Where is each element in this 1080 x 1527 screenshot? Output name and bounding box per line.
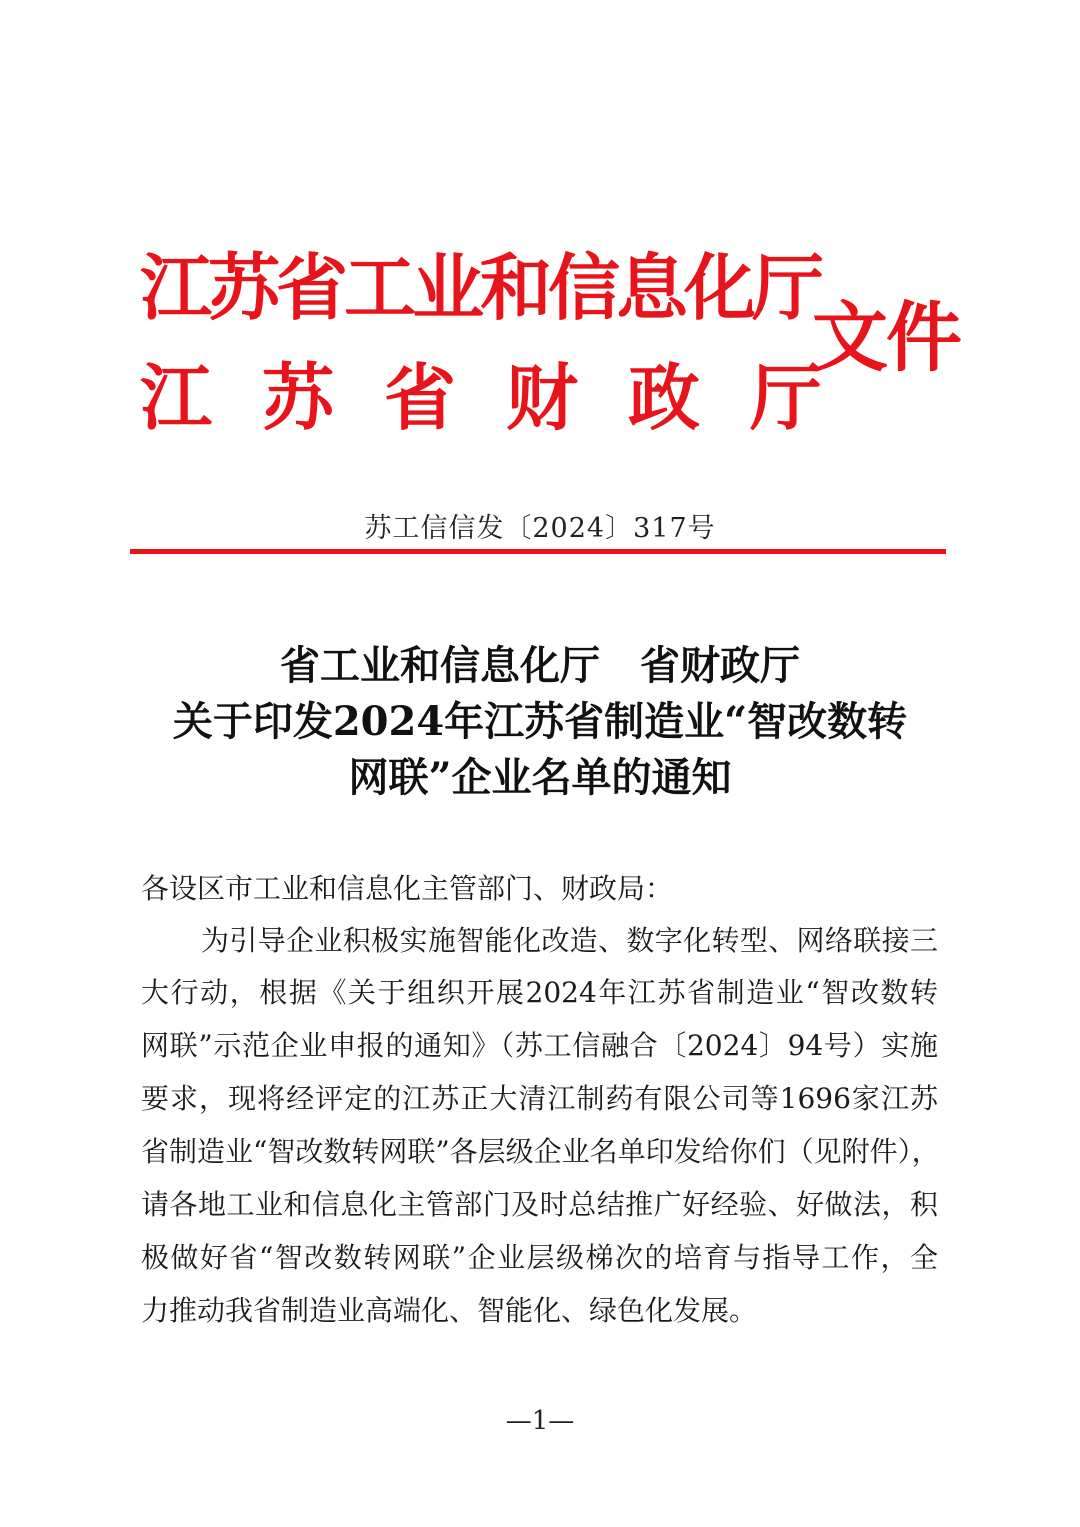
body-line: 为引导企业积极实施智能化改造、数字化转型、网络联接三: [201, 924, 938, 957]
page-number: —1—: [505, 1406, 575, 1436]
title-line-2: 关于印发2024年江苏省制造业“智改数转: [172, 698, 908, 745]
body-line: 省制造业“智改数转网联”各层级企业名单印发给你们（见附件），: [141, 1135, 940, 1168]
body-line: 极做好省“智改数转网联”企业层级梯次的培育与指导工作，全: [141, 1241, 938, 1274]
title-line-1: 省工业和信息化厅 省财政厅: [280, 642, 800, 689]
body-line: 大行动，根据《关于组织开展2024年江苏省制造业“智改数转: [141, 976, 938, 1009]
body-line: 网联”示范企业申报的通知》（苏工信融合〔2024〕94号）实施: [141, 1029, 938, 1062]
body-line: 力推动我省制造业高端化、智能化、绿色化发展。: [141, 1294, 758, 1327]
document-number: 苏工信信发〔2024〕317号: [364, 513, 716, 544]
body-line: 请各地工业和信息化主管部门及时总结推广好经验、好做法，积: [141, 1188, 938, 1221]
document-type-label: 文件: [812, 293, 960, 382]
salutation: 各设区市工业和信息化主管部门、财政局：: [141, 872, 674, 905]
red-divider: [130, 549, 946, 554]
title-line-3: 网联”企业名单的通知: [348, 754, 732, 801]
issuing-org-line-2: 江苏省财政厅: [140, 355, 873, 440]
issuing-org-line-1: 江苏省工业和信息化厅: [140, 245, 821, 330]
body-line: 要求，现将经评定的江苏正大清江制药有限公司等1696家江苏: [141, 1082, 938, 1115]
